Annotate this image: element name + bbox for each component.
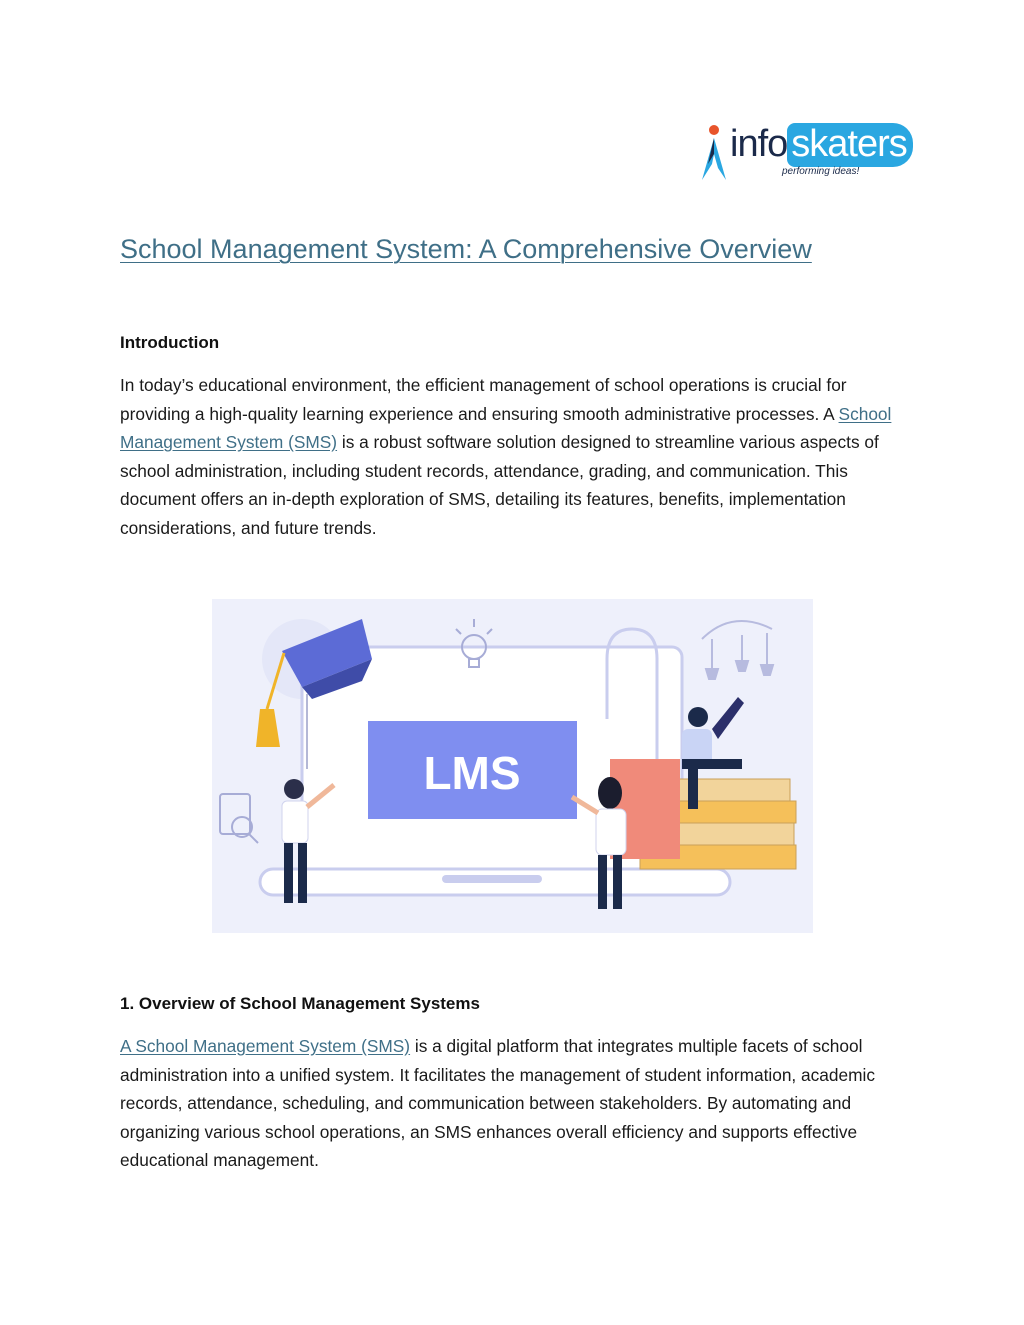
logo-info-text: info — [730, 123, 788, 165]
intro-paragraph — [120, 371, 910, 543]
screen-label: LMS — [423, 747, 521, 799]
intro-heading: Introduction — [120, 333, 220, 352]
intro-text-before: In today’s educational environment, the efficient management of school operations is crucial for providing a high-quality learning experience and ensuring smooth administrative processes. A — [120, 375, 847, 424]
section1-heading: 1. Overview of School Management Systems — [120, 994, 480, 1013]
skater-logo-icon — [700, 124, 732, 182]
logo-skaters-text: skaters — [787, 123, 912, 167]
section1-paragraph — [120, 1032, 910, 1175]
intro-text-after: is a robust software solution designed to streamline various aspects of school administration, including student records, attendance, grading, and communication. This document offers an in-depth exploration of SMS, detailing its features, benefits, implementation considerations, and future trends. — [120, 432, 879, 538]
section1-text-after: is a digital platform that integrates multiple facets of school administration into a unified system. It facilitates the management of student information, academic records, attendance, scheduling, and communication between stakeholders. By automating and organizing various school operations, an SMS enhances overall efficiency and supports effective educational management. — [120, 1036, 875, 1171]
sms-definition-link[interactable]: A School Management System (SMS) — [120, 1036, 411, 1056]
infoskaters-logo — [700, 120, 907, 186]
sms-link[interactable]: School Management System (SMS) — [120, 403, 892, 453]
logo-tagline: performing ideas! — [782, 166, 860, 177]
page-title[interactable]: School Management System: A Comprehensive Overview — [120, 234, 812, 264]
logo-wordmark — [730, 124, 913, 164]
lms-illustration — [212, 599, 813, 933]
